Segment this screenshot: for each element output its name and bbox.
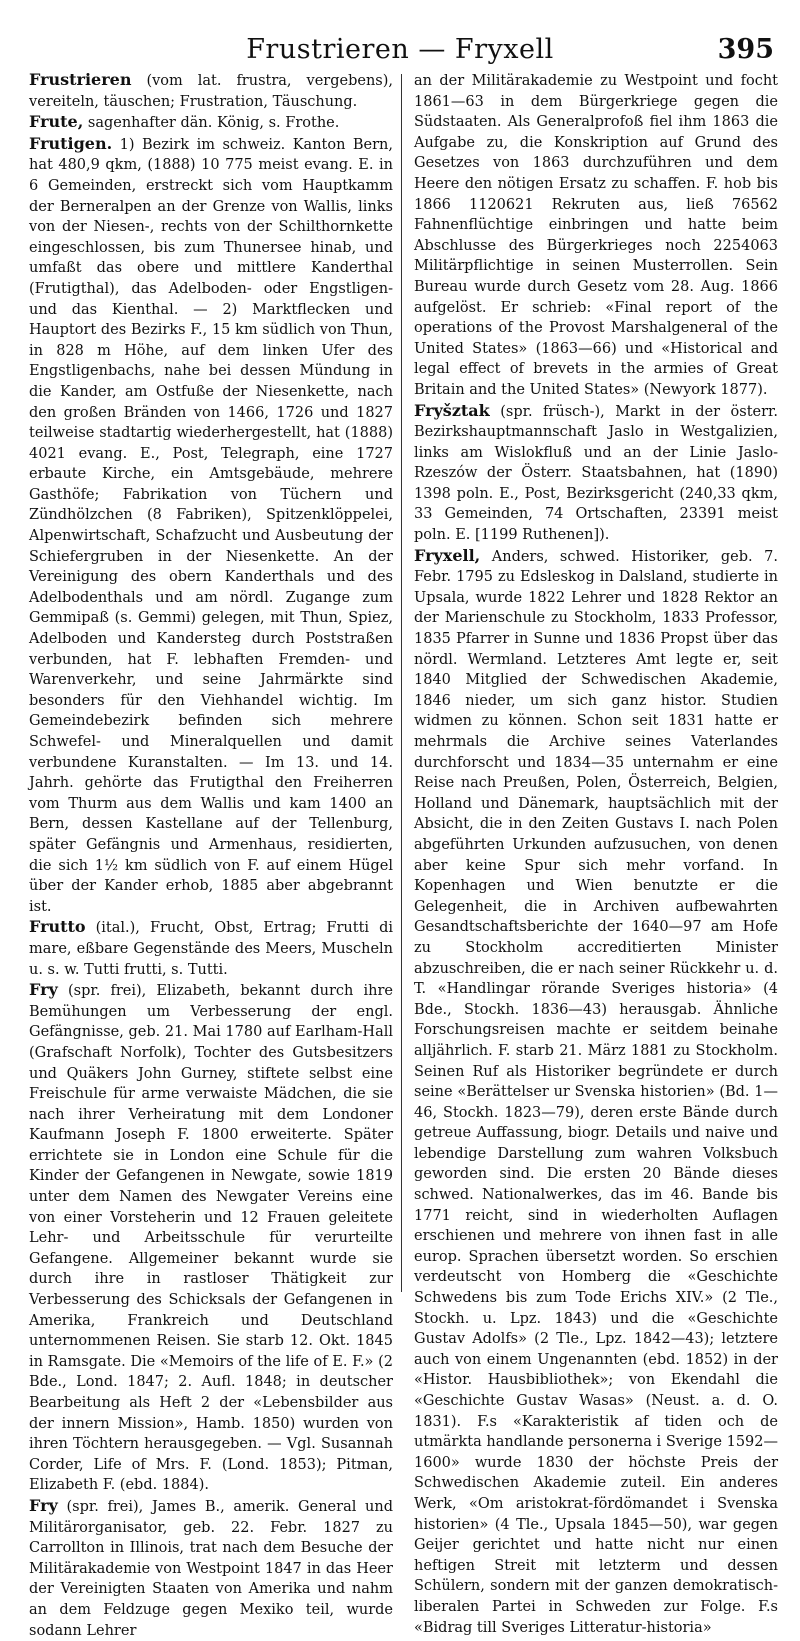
entry-text: an der Militärakademie zu Westpoint und focht 1861—63 in dem Bürgerkriege gegen die Südstaaten. Als Generalprofoß fiel ihm 1863 die Aufgabe zu, die Konskription auf Grund des Gesetzes von 1863 durchzuführen und dem Heere den nötigen Ersatz zu schaffen. F. hob bis 1866 1120621 Rekruten aus, ließ 76562 Fahnenflüchtige einbringen und hatte beim Abschlusse des Bürgerkrieges noch 2254063 Militärpflichtige in seinen Musterrollen. Sein Bureau wurde durch Gesetz vom 28. Aug. 1866 aufgelöst. Er schrieb: «Final report of the operations of the Provost Marshalgeneral of the United States» (1863—66) und «Historical and legal effect of brevets in the armies of Great Britain and the United States» (Newyork 1877). [414,73,778,398]
entry-text: (spr. frei), James B., amerik. General und Militärorganisator, geb. 22. Febr. 1827 zu Carrollton in Illinois, trat nach dem Besuche der Militärakademie von Westpoint 1847 in das Heer der Vereinigten Staaten von Amerika und nahm an dem Feldzuge gegen Mexiko teil, wurde sodann Lehrer [29,1498,393,1639]
entry-frutigen [29,134,393,918]
entry-text: (spr. früsch-), Markt in der österr. Bezirkshauptmannschaft Jaslo in Westgalizien, links am Wislokfluß und an der Linie Jaslo-Rzeszów der Österr. Staatsbahnen, hat (1890) 1398 poln. E., Post, Bezirksgericht (240,33 qkm, 33 Gemeinden, 74 Ortschaften, 23391 meist poln. E. [1199 Ruthenen]). [414,403,778,544]
column-divider [401,74,402,1292]
entry-text: (ital.), Frucht, Obst, Ertrag; Frutti di mare, eßbare Gegenstände des Meers, Muscheln u. s. w. Tutti frutti, s. Tutti. [29,920,393,978]
headword: Fryšztak [414,400,490,420]
right-column [414,70,778,1636]
entry-text: (vom lat. frustra, vergebens), vereiteln, täuschen; Frustration, Täuschung. [29,73,393,110]
left-column [29,70,393,1639]
entry-frute [29,112,393,134]
headword: Frustrieren [29,70,132,89]
headword: Fry [29,980,58,1000]
entry-text: 1) Bezirk im schweiz. Kanton Bern, hat 480,9 qkm, (1888) 10 775 meist evang. E. in 6 Gemeinden, erstreckt sich vom Hauptkamm der Berneralpen an der Grenze von Wallis, links von der Niesen-, rechts von der Schilthornkette eingeschlossen, bis zum Thunersee hinab, und umfaßt das obere und mittlere Kanderthal (Frutigthal), das Adelboden- oder Engstligen- und das Kienthal. — 2) Marktflecken und Hauptort des Bezirks F., 15 km südlich von Thun, in 828 m Höhe, auf dem linken Ufer des Engstligenbachs, nahe bei dessen Mündung in die Kander, am Ostfuße der Niesenkette, nach den großen Bränden von 1466, 1726 und 1827 teilweise stadtartig wiederhergestellt, hat (1888) 4021 evang. E., Post, Telegraph, eine 1727 erbaute Kirche, ein Amtsgebäude, mehrere Gasthöfe; Fabrikation von Tüchern und Zündhölzchen (8 Fabriken), Spitzenklöppelei, Alpenwirtschaft, Schafzucht und Ausbeutung der Schiefergruben in der Niesenkette. An der Vereinigung des obern Kanderthals und des Adelbodenthals und am nördl. Zugange zum Gemmipaß (s. Gemmi) gelegen, mit Thun, Spiez, Adelboden und Kandersteg durch Poststraßen verbunden, hat F. lebhaften Fremden- und Warenverkehr, und seine Jahrmärkte sind besonders für den Viehhandel wichtig. Im Gemeindebezirk befinden sich mehrere Schwefel- und Mineralquellen und damit verbundene Kuranstalten. — Im 13. und 14. Jahrh. gehörte das Frutigthal den Freiherren vom Thurm aus dem Wallis und kam 1400 an Bern, dessen Kastellane auf der Tellenburg, später Gefängnis und Armenhaus, residierten, die sich 1½ km südlich von F. auf einem Hügel über der Kander erhob, 1885 aber abgebrannt ist. [29,136,393,915]
headword: Frute, [29,112,84,132]
entry-fry-james [29,1496,393,1641]
page-header [0,0,800,70]
running-title: Frustrieren — Fryxell [246,34,554,65]
headword: Fry [29,1495,58,1515]
entry-fry-james-continued [414,70,778,401]
entry-text: (spr. frei), Elizabeth, bekannt durch ihre Bemühungen um Verbesserung der engl. Gefängnisse, geb. 21. Mai 1780 auf Earlham-Hall (Grafschaft Norfolk), Tochter des Gutsbesitzers und Quäkers John Gurney, stiftete selbst eine Freischule für arme verwaiste Mädchen, die sie nach ihrer Verheiratung mit dem Londoner Kaufmann Joseph F. 1800 erweiterte. Später errichtete sie in London eine Schule für die Kinder der Gefangenen in Newgate, sowie 1819 unter dem Namen des Newgater Vereins eine von einer Vorsteherin und 12 Frauen geleitete Lehr- und Arbeitsschule für verurteilte Gefangene. Allgemeiner bekannt wurde sie durch ihre in rastloser Thätigkeit zur Verbesserung des Schicksals der Gefangenen in Amerika, Frankreich und Deutschland unternommenen Reisen. Sie starb 12. Okt. 1845 in Ramsgate. Die «Memoirs of the life of E. F.» (2 Bde., Lond. 1847; 2. Aufl. 1848; in deutscher Bearbeitung als Heft 2 der «Lebensbilder aus der innern Mission», Hamb. 1850) wurden von ihren Töchtern herausgegeben. — Vgl. Susannah Corder, Life of Mrs. F. (Lond. 1853); Pitman, Elizabeth F. (ebd. 1884). [29,983,393,1494]
page-number: 395 [717,34,774,65]
headword: Fryxell, [414,545,481,565]
entry-fry-elizabeth [29,980,393,1496]
entry-text: Anders, schwed. Historiker, geb. 7. Febr. 1795 zu Edsleskog in Dalsland, studierte in Upsala, wurde 1822 Lehrer und 1828 Rektor an der Marienschule zu Stockholm, 1833 Professor, 1835 Pfarrer in Sunne und 1836 Propst über das nördl. Wermland. Letzteres Amt legte er, seit 1840 Mitglied der Schwedischen Akademie, 1846 nieder, um sich ganz histor. Studien widmen zu können. Schon seit 1831 hatte er mehrmals die Archive seines Vaterlandes durchforscht und 1834—35 unternahm er eine Reise nach Preußen, Polen, Österreich, Belgien, Holland und Dänemark, hauptsächlich mit der Absicht, die in den Zeiten Gustavs I. nach Polen abgeführten Urkunden aufzusuchen, von denen aber keine Spur sich mehr vorfand. In Kopenhagen und Wien benutzte er die Gelegenheit, die in Archiven aufbewahrten Gesandtschaftsberichte der 1640—97 am Hofe zu Stockholm accreditierten Minister abzuschreiben, die er nach seiner Rückkehr u. d. T. «Handlingar rörande Sveriges historia» (4 Bde., Stockh. 1836—43) herausgab. Ähnliche Forschungsreisen machte er seitdem beinahe alljährlich. F. starb 21. März 1881 zu Stockholm. Seinen Ruf als Historiker begründete er durch seine «Berättelser ur Svenska historien» (Bd. 1—46, Stockh. 1823—79), deren erste Bände durch getreue Auffassung, biogr. Details und naive und lebendige Darstellung zum wahren Volksbuch geworden sind. Die ersten 20 Bände dieses schwed. Nationalwerkes, das im 46. Bande bis 1771 reicht, sind in wiederholten Auflagen erschienen und mehrere von ihnen fast in alle europ. Sprachen übersetzt worden. So erschien verdeutscht von Homberg die «Geschichte Schwedens bis zum Tode Erichs XIV.» (2 Tle., Stockh. u. Lpz. 1843) und die «Geschichte Gustav Adolfs» (2 Tle., Lpz. 1842—43); letztere auch von einem Ungenannten (ebd. 1852) in der «Histor. Hausbibliothek»; von Ekendahl die «Geschichte Gustav Wasas» (Neust. a. d. O. 1831). F.s «Karakteristik af tiden och de utmärkta handlande personerna i Sverige 1592—1600» wurde 1830 der höchste Preis der Schwedischen Akademie zuteil. Ein anderes Werk, «Om aristokrat-fördömandet i Svenska historien» (4 Tle., Upsala 1845—50), war gegen Geijer gerichtet und hatte nicht nur einen heftigen Streit mit letzterm und dessen Schülern, sondern mit der ganzen demokratisch-liberalen Partei in Schweden zur Folge. F.s «Bidrag till Sveriges Litteratur-historia» [414,548,778,1636]
entry-fryxell [414,546,778,1638]
entry-frustrieren [29,70,393,112]
entry-text: sagenhafter dän. König, s. Frothe. [83,115,340,132]
headword: Frutto [29,917,86,937]
entry-frutto [29,917,393,980]
entry-fryshtak [414,401,778,546]
headword: Frutigen. [29,133,113,153]
